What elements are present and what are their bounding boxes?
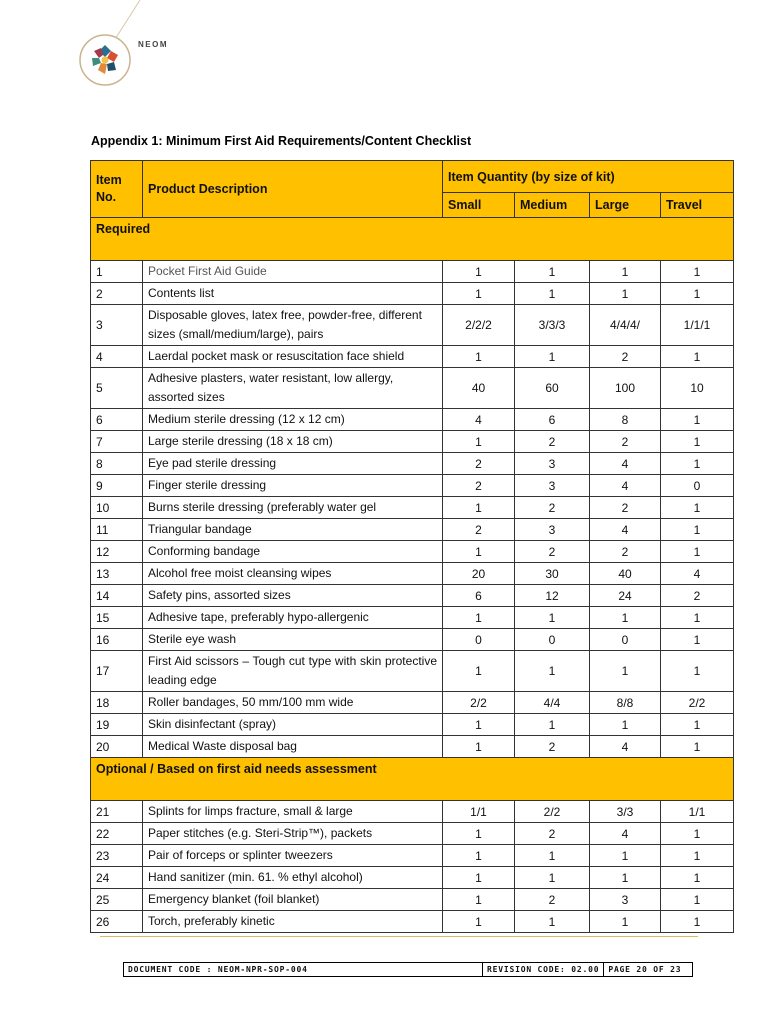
qty-large: 4 — [590, 453, 661, 475]
qty-travel: 1 — [661, 651, 734, 692]
table-row — [91, 692, 734, 714]
item-number: 5 — [91, 368, 143, 409]
qty-large: 2 — [590, 541, 661, 563]
item-number: 12 — [91, 541, 143, 563]
qty-medium: 1 — [515, 283, 590, 305]
qty-medium: 1 — [515, 261, 590, 283]
qty-small: 6 — [443, 585, 515, 607]
qty-small: 1 — [443, 541, 515, 563]
item-number: 14 — [91, 585, 143, 607]
qty-medium: 2 — [515, 736, 590, 758]
qty-large: 4 — [590, 475, 661, 497]
item-description: Eye pad sterile dressing — [143, 453, 443, 475]
header-product-description: Product Description — [143, 161, 443, 218]
item-number: 4 — [91, 346, 143, 368]
item-description: Alcohol free moist cleansing wipes — [143, 563, 443, 585]
table-row — [91, 497, 734, 519]
qty-travel: 1 — [661, 736, 734, 758]
item-description: Medium sterile dressing (12 x 12 cm) — [143, 409, 443, 431]
item-description: Finger sterile dressing — [143, 475, 443, 497]
table-row — [91, 651, 734, 692]
qty-small: 1 — [443, 346, 515, 368]
table-row — [91, 629, 734, 651]
table-row — [91, 845, 734, 867]
item-description: Hand sanitizer (min. 61. % ethyl alcohol) — [143, 867, 443, 889]
header-size-travel: Travel — [661, 193, 734, 218]
qty-medium: 2 — [515, 431, 590, 453]
table-row — [91, 283, 734, 305]
table-row — [91, 475, 734, 497]
table-row — [91, 867, 734, 889]
header-size-large: Large — [590, 193, 661, 218]
table-row — [91, 541, 734, 563]
item-description: Large sterile dressing (18 x 18 cm) — [143, 431, 443, 453]
header-item-no: Item No. — [91, 161, 143, 218]
item-description: Pocket First Aid Guide — [143, 261, 443, 283]
item-number: 24 — [91, 867, 143, 889]
qty-small: 1 — [443, 431, 515, 453]
qty-small: 1 — [443, 261, 515, 283]
brand-name: NEOM — [138, 40, 168, 49]
qty-small: 1 — [443, 845, 515, 867]
item-number: 19 — [91, 714, 143, 736]
qty-large: 2 — [590, 346, 661, 368]
qty-large: 1 — [590, 261, 661, 283]
qty-travel: 1 — [661, 541, 734, 563]
item-description: Triangular bandage — [143, 519, 443, 541]
item-number: 13 — [91, 563, 143, 585]
qty-medium: 2/2 — [515, 801, 590, 823]
item-number: 23 — [91, 845, 143, 867]
qty-small: 1 — [443, 607, 515, 629]
item-number: 26 — [91, 911, 143, 933]
qty-travel: 1 — [661, 519, 734, 541]
qty-medium: 12 — [515, 585, 590, 607]
qty-medium: 3/3/3 — [515, 305, 590, 346]
qty-large: 4 — [590, 736, 661, 758]
qty-large: 100 — [590, 368, 661, 409]
qty-travel: 0 — [661, 475, 734, 497]
qty-medium: 0 — [515, 629, 590, 651]
qty-medium: 2 — [515, 889, 590, 911]
item-number: 1 — [91, 261, 143, 283]
qty-large: 2 — [590, 431, 661, 453]
qty-large: 1 — [590, 283, 661, 305]
qty-small: 1 — [443, 823, 515, 845]
qty-travel: 1 — [661, 823, 734, 845]
table-row — [91, 585, 734, 607]
item-description: Conforming bandage — [143, 541, 443, 563]
item-description: Adhesive tape, preferably hypo-allergenic — [143, 607, 443, 629]
qty-small: 0 — [443, 629, 515, 651]
qty-travel: 1/1 — [661, 801, 734, 823]
qty-travel: 1 — [661, 453, 734, 475]
qty-medium: 4/4 — [515, 692, 590, 714]
qty-medium: 1 — [515, 867, 590, 889]
qty-medium: 6 — [515, 409, 590, 431]
qty-large: 3 — [590, 889, 661, 911]
item-description: Disposable gloves, latex free, powder-free, different sizes (small/medium/large), pairs — [143, 305, 443, 346]
qty-large: 4 — [590, 823, 661, 845]
item-description: Skin disinfectant (spray) — [143, 714, 443, 736]
table-row — [91, 261, 734, 283]
qty-medium: 3 — [515, 519, 590, 541]
qty-medium: 1 — [515, 911, 590, 933]
page-number: PAGE 20 OF 23 — [604, 963, 693, 977]
qty-small: 4 — [443, 409, 515, 431]
qty-medium: 1 — [515, 346, 590, 368]
item-description: Sterile eye wash — [143, 629, 443, 651]
qty-large: 24 — [590, 585, 661, 607]
item-description: Torch, preferably kinetic — [143, 911, 443, 933]
table-row — [91, 431, 734, 453]
qty-travel: 1 — [661, 867, 734, 889]
qty-travel: 1/1/1 — [661, 305, 734, 346]
qty-medium: 1 — [515, 651, 590, 692]
item-number: 22 — [91, 823, 143, 845]
qty-large: 0 — [590, 629, 661, 651]
qty-travel: 1 — [661, 889, 734, 911]
item-number: 17 — [91, 651, 143, 692]
item-description: Adhesive plasters, water resistant, low allergy, assorted sizes — [143, 368, 443, 409]
item-number: 9 — [91, 475, 143, 497]
qty-small: 1 — [443, 889, 515, 911]
item-number: 25 — [91, 889, 143, 911]
header-size-medium: Medium — [515, 193, 590, 218]
qty-small: 2/2 — [443, 692, 515, 714]
qty-large: 4 — [590, 519, 661, 541]
page-title: Appendix 1: Minimum First Aid Requirements/Content Checklist — [91, 134, 472, 148]
table-row — [91, 607, 734, 629]
qty-travel: 1 — [661, 714, 734, 736]
table-row — [91, 409, 734, 431]
qty-medium: 1 — [515, 607, 590, 629]
qty-travel: 1 — [661, 409, 734, 431]
qty-travel: 1 — [661, 629, 734, 651]
table-row — [91, 736, 734, 758]
qty-small: 1 — [443, 736, 515, 758]
qty-travel: 1 — [661, 261, 734, 283]
qty-medium: 3 — [515, 475, 590, 497]
qty-travel: 1 — [661, 283, 734, 305]
neom-logo-icon — [78, 33, 132, 87]
item-number: 3 — [91, 305, 143, 346]
qty-medium: 2 — [515, 497, 590, 519]
first-aid-checklist-table — [90, 160, 734, 933]
qty-large: 8/8 — [590, 692, 661, 714]
item-number: 10 — [91, 497, 143, 519]
qty-travel: 10 — [661, 368, 734, 409]
qty-small: 2 — [443, 475, 515, 497]
item-description: Roller bandages, 50 mm/100 mm wide — [143, 692, 443, 714]
item-number: 7 — [91, 431, 143, 453]
qty-large: 3/3 — [590, 801, 661, 823]
table-row — [91, 519, 734, 541]
item-number: 21 — [91, 801, 143, 823]
footer-document-info — [123, 962, 693, 977]
qty-medium: 2 — [515, 541, 590, 563]
qty-small: 1/1 — [443, 801, 515, 823]
item-description: Pair of forceps or splinter tweezers — [143, 845, 443, 867]
section-required: Required — [91, 218, 734, 261]
item-description: Splints for limps fracture, small & large — [143, 801, 443, 823]
item-number: 15 — [91, 607, 143, 629]
item-description: Medical Waste disposal bag — [143, 736, 443, 758]
table-row — [91, 368, 734, 409]
qty-large: 4/4/4/ — [590, 305, 661, 346]
item-number: 11 — [91, 519, 143, 541]
qty-medium: 60 — [515, 368, 590, 409]
table-row — [91, 714, 734, 736]
item-number: 18 — [91, 692, 143, 714]
table-row — [91, 823, 734, 845]
qty-large: 1 — [590, 651, 661, 692]
item-number: 16 — [91, 629, 143, 651]
item-number: 2 — [91, 283, 143, 305]
qty-travel: 2 — [661, 585, 734, 607]
qty-medium: 30 — [515, 563, 590, 585]
qty-large: 40 — [590, 563, 661, 585]
item-description: Contents list — [143, 283, 443, 305]
qty-small: 40 — [443, 368, 515, 409]
qty-travel: 2/2 — [661, 692, 734, 714]
qty-medium: 2 — [515, 823, 590, 845]
qty-small: 1 — [443, 911, 515, 933]
table-row — [91, 911, 734, 933]
revision-code: REVISION CODE: 02.00 — [483, 963, 604, 977]
item-number: 8 — [91, 453, 143, 475]
qty-small: 2 — [443, 453, 515, 475]
item-description: Paper stitches (e.g. Steri-Strip™), packets — [143, 823, 443, 845]
qty-travel: 1 — [661, 346, 734, 368]
qty-large: 1 — [590, 867, 661, 889]
table-row — [91, 346, 734, 368]
item-description: Laerdal pocket mask or resuscitation face shield — [143, 346, 443, 368]
item-description: First Aid scissors – Tough cut type with skin protective leading edge — [143, 651, 443, 692]
qty-small: 2 — [443, 519, 515, 541]
qty-travel: 1 — [661, 911, 734, 933]
item-number: 20 — [91, 736, 143, 758]
qty-small: 1 — [443, 867, 515, 889]
qty-travel: 1 — [661, 431, 734, 453]
item-description: Safety pins, assorted sizes — [143, 585, 443, 607]
footer-divider — [100, 936, 698, 937]
header-item-quantity: Item Quantity (by size of kit) — [443, 161, 734, 193]
qty-large: 2 — [590, 497, 661, 519]
table-row — [91, 801, 734, 823]
qty-medium: 1 — [515, 845, 590, 867]
qty-small: 1 — [443, 283, 515, 305]
item-description: Burns sterile dressing (preferably water gel — [143, 497, 443, 519]
qty-large: 8 — [590, 409, 661, 431]
qty-medium: 3 — [515, 453, 590, 475]
qty-travel: 1 — [661, 845, 734, 867]
qty-small: 1 — [443, 714, 515, 736]
item-number: 6 — [91, 409, 143, 431]
qty-large: 1 — [590, 714, 661, 736]
document-code: DOCUMENT CODE : NEOM-NPR-SOP-004 — [124, 963, 483, 977]
qty-small: 1 — [443, 497, 515, 519]
table-row — [91, 889, 734, 911]
qty-travel: 1 — [661, 497, 734, 519]
qty-small: 1 — [443, 651, 515, 692]
table-row — [91, 563, 734, 585]
qty-travel: 1 — [661, 607, 734, 629]
qty-large: 1 — [590, 911, 661, 933]
table-row — [91, 305, 734, 346]
header-size-small: Small — [443, 193, 515, 218]
section-optional: Optional / Based on first aid needs assessment — [91, 758, 734, 801]
qty-medium: 1 — [515, 714, 590, 736]
qty-large: 1 — [590, 607, 661, 629]
qty-large: 1 — [590, 845, 661, 867]
item-description: Emergency blanket (foil blanket) — [143, 889, 443, 911]
qty-small: 20 — [443, 563, 515, 585]
qty-small: 2/2/2 — [443, 305, 515, 346]
qty-travel: 4 — [661, 563, 734, 585]
table-row — [91, 453, 734, 475]
